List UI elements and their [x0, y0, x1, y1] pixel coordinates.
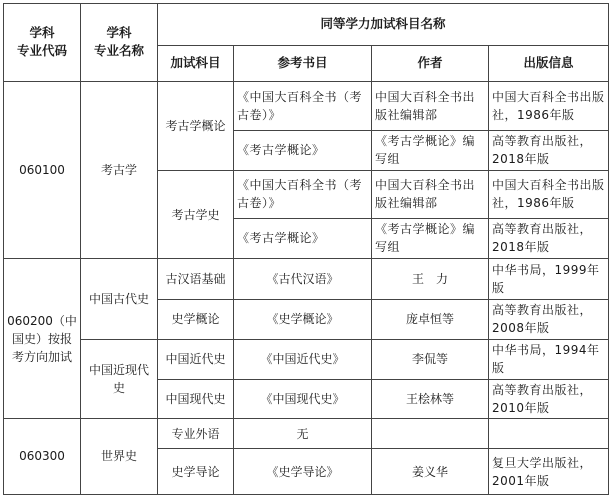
- publisher: 中国大百科全书出版社，1986年版: [489, 171, 609, 219]
- author: 王 力: [372, 259, 489, 299]
- reference-book: 《史学导论》: [234, 449, 372, 495]
- exam-subject: 考古学概论: [158, 81, 234, 170]
- publisher: 高等教育出版社，2010年版: [489, 379, 609, 418]
- major-name: 考古学: [81, 81, 158, 258]
- exam-subject: 史学概论: [158, 299, 234, 339]
- author: 《考古学概论》编写组: [372, 218, 489, 258]
- reference-book: 《古代汉语》: [234, 259, 372, 299]
- exam-subject: 史学导论: [158, 449, 234, 495]
- major-name: 世界史: [81, 418, 158, 494]
- major-name: 中国古代史: [81, 259, 158, 340]
- requirements-table: [3, 3, 609, 495]
- exam-subject: 考古学史: [158, 171, 234, 259]
- author: 王桧林等: [372, 379, 489, 418]
- major-code: 060100: [4, 81, 81, 258]
- author: [372, 418, 489, 448]
- exam-subject: 中国现代史: [158, 379, 234, 418]
- header-subject: 加试科目: [158, 45, 234, 81]
- major-name: 中国近现代史: [81, 340, 158, 419]
- reference-book: 《中国近代史》: [234, 340, 372, 379]
- reference-book: 《中国大百科全书（考古卷）》: [234, 171, 372, 219]
- reference-book: 《中国现代史》: [234, 379, 372, 418]
- publisher: 高等教育出版社，2018年版: [489, 218, 609, 258]
- author: 姜义华: [372, 449, 489, 495]
- header-publisher: 出版信息: [489, 45, 609, 81]
- reference-book: 《中国大百科全书（考古卷）》: [234, 81, 372, 130]
- header-name: 学科 专业名称: [81, 4, 158, 82]
- header-author: 作者: [372, 45, 489, 81]
- publisher: 高等教育出版社，2018年版: [489, 130, 609, 170]
- publisher: 中华书局，1994年版: [489, 340, 609, 379]
- publisher: 复旦大学出版社，2001年版: [489, 449, 609, 495]
- major-code: 060300: [4, 418, 81, 494]
- reference-book: 《史学概论》: [234, 299, 372, 339]
- major-code: 060200（中国史）按报考方向加试: [4, 259, 81, 419]
- exam-subject: 古汉语基础: [158, 259, 234, 299]
- table-row: [4, 418, 609, 448]
- author: 中国大百科全书出版社编辑部: [372, 171, 489, 219]
- reference-book: 无: [234, 418, 372, 448]
- publisher: 中国大百科全书出版社，1986年版: [489, 81, 609, 130]
- publisher: 中华书局，1999年版: [489, 259, 609, 299]
- table-row: [4, 340, 609, 379]
- header-code: 学科 专业代码: [4, 4, 81, 82]
- table-row: [4, 81, 609, 130]
- author: 庞卓恒等: [372, 299, 489, 339]
- publisher: [489, 418, 609, 448]
- exam-subject: 中国近代史: [158, 340, 234, 379]
- reference-book: 《考古学概论》: [234, 218, 372, 258]
- header-book: 参考书目: [234, 45, 372, 81]
- author: 《考古学概论》编写组: [372, 130, 489, 170]
- exam-subject: 专业外语: [158, 418, 234, 448]
- author: 李侃等: [372, 340, 489, 379]
- header-group-title: 同等学力加试科目名称: [158, 4, 609, 46]
- table-row: [4, 259, 609, 299]
- author: 中国大百科全书出版社编辑部: [372, 81, 489, 130]
- reference-book: 《考古学概论》: [234, 130, 372, 170]
- publisher: 高等教育出版社，2008年版: [489, 299, 609, 339]
